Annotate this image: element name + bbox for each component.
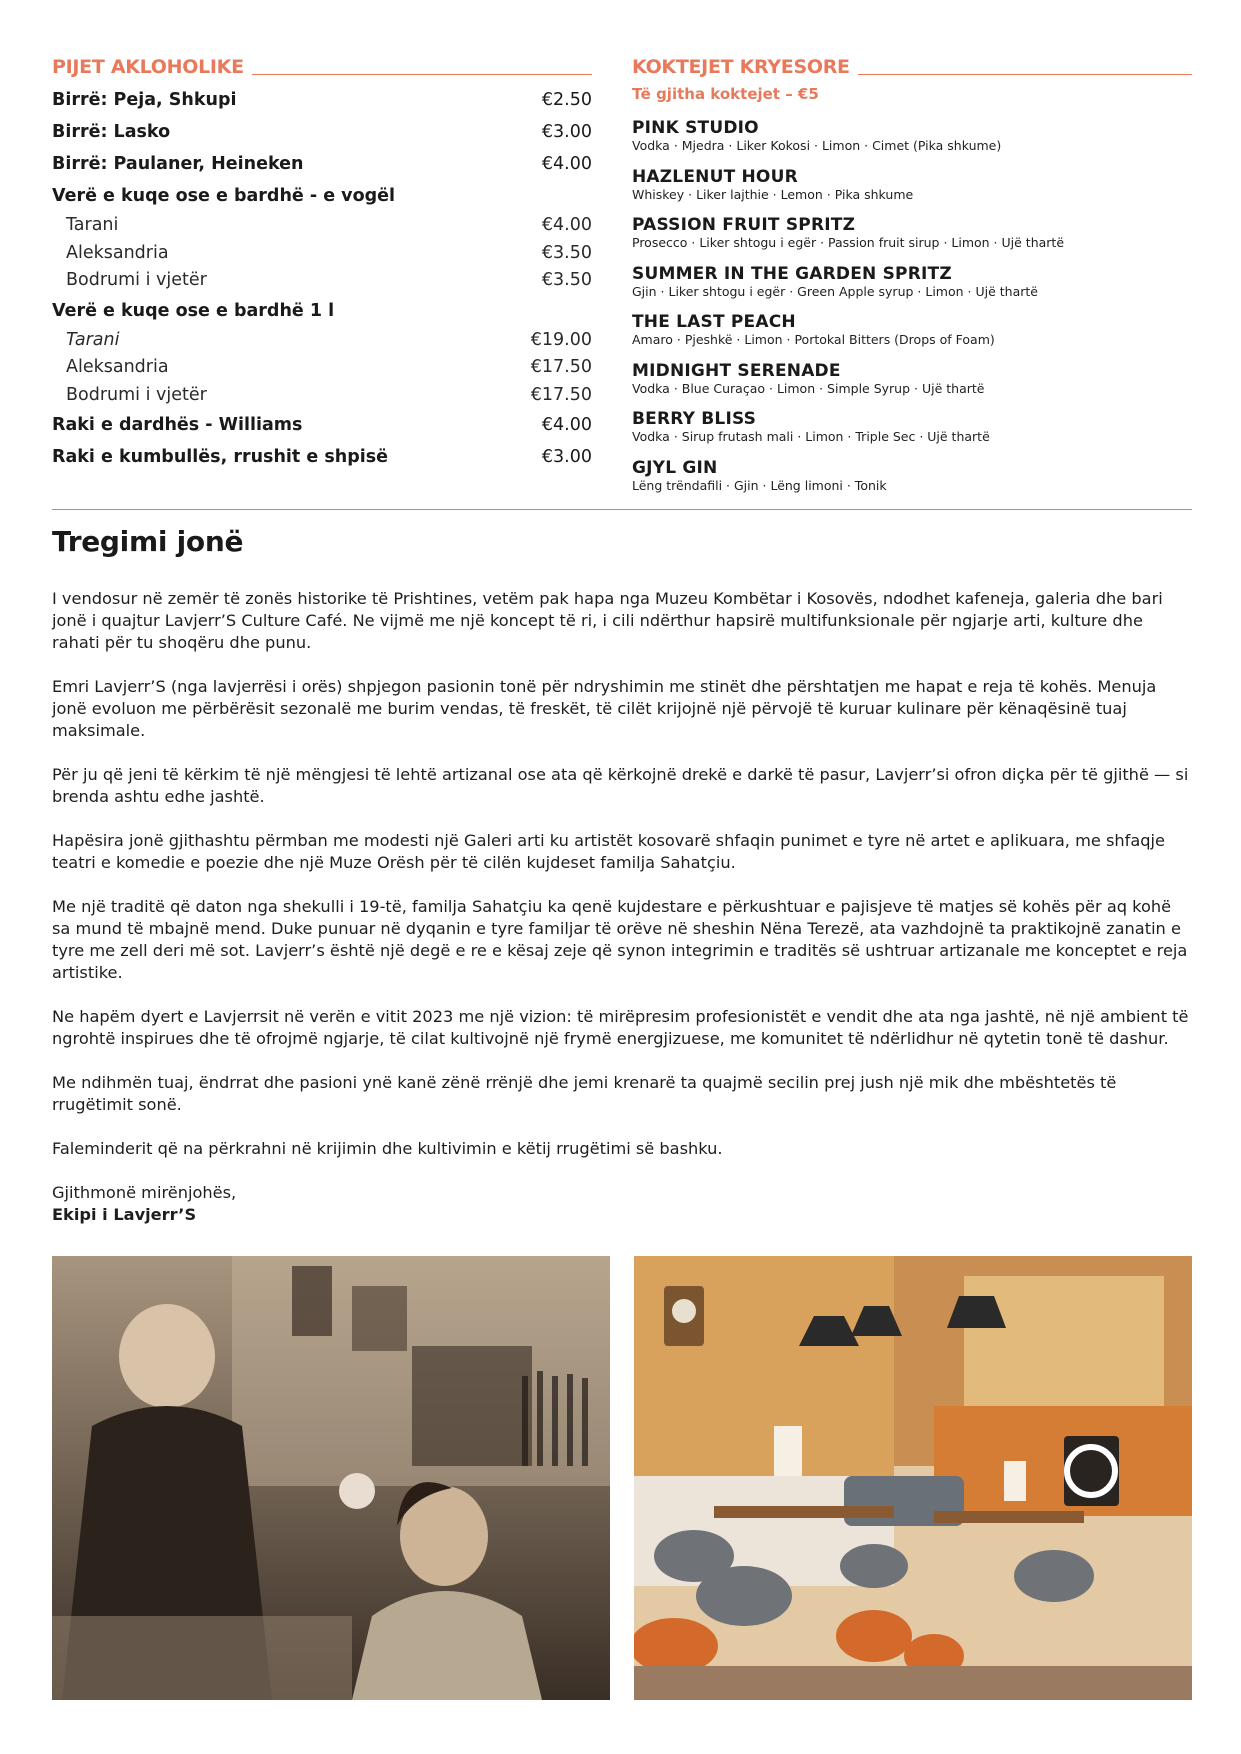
drink-price: €19.00 <box>530 329 592 350</box>
cocktail-item <box>632 167 1192 216</box>
drink-price: €3.00 <box>541 122 592 142</box>
cocktail-item <box>632 264 1192 313</box>
drink-item <box>52 382 592 410</box>
drink-group-name: Verë e kuqe ose e bardhë 1 l <box>52 300 335 321</box>
cocktail-item <box>632 215 1192 264</box>
story-paragraph: Me një traditë që daton nga shekulli i 19-të, familja Sahatçiu ka qenë kujdestare e përkushtuar e pajisjeve të matjes së kohës për aq kohë sa mund të mbajnë mend. Duke punuar në dyqanin e tyre familjar të orëve në sheshin Nëna Terezë, ata vazhdojnë ta praktikojnë zanatin e tyre me zell deri më sot. Lavjerr’s është një degë e re e kësaj zeje që synon integrimin e traditës së ushtruar artizanale me konceptet e reja artistike. <box>52 897 1188 982</box>
drink-price: €17.50 <box>530 384 592 405</box>
cocktail-item <box>632 118 1192 167</box>
drink-name: Bodrumi i vjetër <box>66 270 207 290</box>
drink-name: Birrë: Paulaner, Heineken <box>52 154 304 174</box>
drink-item <box>52 441 592 473</box>
drink-price: €4.00 <box>541 154 592 174</box>
cocktail-ingredients: Lëng trëndafili · Gjin · Lëng limoni · Tonik <box>632 477 887 493</box>
cocktails-title-rule <box>858 74 1192 75</box>
drink-name: Aleksandria <box>66 357 169 377</box>
cocktail-ingredients: Gjin · Liker shtogu i egër · Green Apple syrup · Limon · Ujë thartë <box>632 283 1038 299</box>
drink-price: €3.50 <box>541 242 592 263</box>
drink-price: €3.50 <box>541 270 592 290</box>
drink-item <box>52 84 592 116</box>
cocktail-item <box>632 361 1192 410</box>
story-section <box>52 522 1192 1226</box>
story-paragraph: I vendosur në zemër të zonës historike të Prishtines, vetëm pak hapa nga Muzeu Kombëtar i Kosovës, ndodhet kafeneja, galeria dhe bari jonë i quajtur Lavjerr’S Culture Café. Ne vijmë me një koncept të ri, i cili ndërthur hapsirë multifunksionale për ngjarje arti, kulture dhe rahati për tu shoqëru dhe punu. <box>52 589 1163 652</box>
drink-item <box>52 409 592 441</box>
cocktails-price-note: Të gjitha koktejet – €5 <box>632 85 819 103</box>
cocktail-name: PINK STUDIO <box>632 118 759 138</box>
drink-group <box>52 180 592 212</box>
drink-item <box>52 267 592 295</box>
drink-name: Tarani <box>66 215 119 235</box>
cocktail-ingredients: Vodka · Sirup frutash mali · Limon · Triple Sec · Ujë thartë <box>632 429 990 444</box>
drink-item <box>52 116 592 148</box>
cocktail-name: GJYL GIN <box>632 457 718 478</box>
cocktail-name: HAZLENUT HOUR <box>632 166 798 187</box>
drink-name: Bodrumi i vjetër <box>66 384 207 405</box>
drink-name: Aleksandria <box>66 242 169 263</box>
drink-group <box>52 295 592 327</box>
cocktail-name: BERRY BLISS <box>632 409 757 429</box>
cocktails-header <box>632 52 1192 78</box>
alcoholic-title-rule <box>252 74 592 75</box>
alcoholic-list <box>52 84 592 473</box>
cocktail-name: SUMMER IN THE GARDEN SPRITZ <box>632 263 952 284</box>
cocktail-ingredients: Vodka · Mjedra · Liker Kokosi · Limon · Cimet (Pika shkume) <box>632 138 1002 153</box>
story-paragraph: Faleminderit që na përkrahni në krijimin dhe kultivimin e këtij rrugëtimi së bashku. <box>52 1139 723 1158</box>
vintage-watch-shop-photo <box>52 1256 610 1700</box>
section-divider <box>52 509 1192 510</box>
drink-name: Birrë: Lasko <box>52 122 171 142</box>
story-paragraph: Për ju që jeni të kërkim të një mëngjesi të lehtë artizanal ose ata që kërkojnë drekë e darkë të pasur, Lavjerr’si ofron diçka për të gjithë — si brenda ashtu edhe jashtë. <box>52 765 1189 806</box>
cocktail-name: THE LAST PEACH <box>632 312 796 332</box>
cocktail-ingredients: Vodka · Blue Curaçao · Limon · Simple Syrup · Ujë thartë <box>632 380 985 396</box>
cocktails-section <box>632 52 1192 506</box>
drink-name: Birrë: Peja, Shkupi <box>52 90 237 110</box>
story-signature: Ekipi i Lavjerr’S <box>52 1205 197 1224</box>
drink-item <box>52 240 592 268</box>
drink-name: Tarani <box>66 329 120 350</box>
story-paragraph: Ne hapëm dyert e Lavjerrsit në verën e vitit 2023 me një vizion: të mirëpresim profesionistët e vendit dhe ata nga jashtë, në një ambient të ngrohtë inspirues dhe të ofrojmë ngjarje, të cilat kultivojnë një frymë energjizuese, me komunitet të ndërlidhur në qytetin tonë të dashur. <box>52 1007 1189 1048</box>
story-title: Tregimi jonë <box>52 525 244 558</box>
drink-price: €3.00 <box>541 447 592 467</box>
drink-price: €4.00 <box>541 215 592 235</box>
drink-item <box>52 148 592 180</box>
drink-price: €4.00 <box>541 415 592 435</box>
alcoholic-title: PIJET AKLOHOLIKE <box>52 56 244 78</box>
drink-name: Raki e dardhës - Williams <box>52 415 303 435</box>
drink-price: €2.50 <box>541 90 592 110</box>
cafe-interior-photo <box>634 1256 1192 1700</box>
drink-price: €17.50 <box>530 357 592 377</box>
cocktail-item <box>632 312 1192 361</box>
drink-item <box>52 327 592 355</box>
cocktail-name: PASSION FRUIT SPRITZ <box>632 215 856 235</box>
drink-group-name: Verë e kuqe ose e bardhë - e vogël <box>52 186 396 206</box>
cocktail-ingredients: Amaro · Pjeshkë · Limon · Portokal Bitters (Drops of Foam) <box>632 332 995 347</box>
cocktail-item <box>632 458 1192 507</box>
story-closing: Gjithmonë mirënjohës, <box>52 1183 237 1202</box>
drink-name: Raki e kumbullës, rrushit e shpisë <box>52 447 389 467</box>
cocktail-name: MIDNIGHT SERENADE <box>632 360 841 381</box>
cocktail-item <box>632 409 1192 458</box>
drink-item <box>52 354 592 382</box>
story-paragraph: Me ndihmën tuaj, ëndrrat dhe pasioni ynë kanë zënë rrënjë dhe jemi krenarë ta quajmë secilin prej jush një mik dhe mbështetës të rrugëtimit sonë. <box>52 1073 1117 1114</box>
alcoholic-header <box>52 52 592 78</box>
cocktail-ingredients: Whiskey · Liker lajthie · Lemon · Pika shkume <box>632 186 914 202</box>
alcoholic-section <box>52 52 592 473</box>
cocktails-list <box>632 118 1192 506</box>
cocktails-title: KOKTEJET KRYESORE <box>632 56 850 78</box>
story-paragraph: Emri Lavjerr’S (nga lavjerrësi i orës) shpjegon pasionin tonë për ndryshimin me stinët dhe përshtatjen me hapat e reja të kohës. Menuja jonë evoluon me përbërësit sezonalë me burim vendas, të freskët, të cilët krijojnë një përvojë të kuruar kulinare për kënaqësinë tuaj maksimale. <box>52 677 1157 740</box>
cocktail-ingredients: Prosecco · Liker shtogu i egër · Passion fruit sirup · Limon · Ujë thartë <box>632 235 1065 250</box>
drink-item <box>52 212 592 240</box>
story-paragraph: Hapësira jonë gjithashtu përmban me modesti një Galeri arti ku artistët kosovarë shfaqin punimet e tyre në artet e aplikuara, me shfaqje teatri e komedie e poezie dhe një Muze Orësh për të cilën kujdeset familja Sahatçiu. <box>52 831 1165 872</box>
